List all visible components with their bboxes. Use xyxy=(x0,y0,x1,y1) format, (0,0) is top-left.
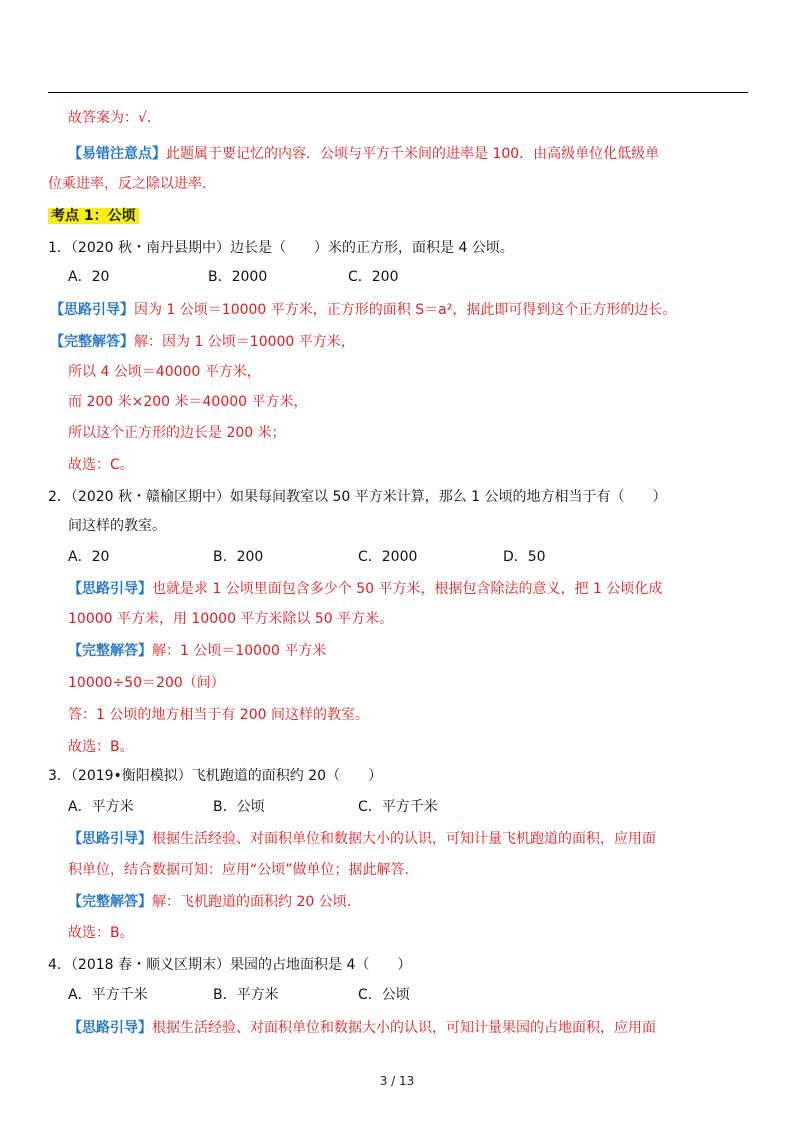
q1-solution-line-2: 而 200 米×200 米＝40000 平方米， xyxy=(68,394,308,410)
q1-solution xyxy=(50,332,355,352)
q2-choice: 故选：B。 xyxy=(68,739,134,755)
q2-hint-text-1: 也就是求 1 公顷里面包含多少个 50 平方米，根据包含除法的意义，把 1 公顷化成 xyxy=(152,581,663,597)
q1-stem-text: （2020 秋・南丹县期中）边长是（ ）米的正方形，面积是 4 公顷。 xyxy=(70,240,514,256)
q4-option-a: A．平方千米 xyxy=(68,987,148,1003)
section-title-highlight: 考点 1：公顷 xyxy=(48,208,139,224)
q2-option-c: C．2000 xyxy=(358,549,418,565)
q3-solution xyxy=(68,892,361,912)
q1-stem xyxy=(48,238,514,258)
q4-hint-1 xyxy=(68,1018,656,1038)
q2-solution-first: 解：1 公顷＝10000 平方米 xyxy=(152,643,327,659)
q1-solution-line-1: 所以 4 公顷＝40000 平方米， xyxy=(68,364,261,380)
header-rule xyxy=(48,92,748,93)
note-line-2: 位乘进率，反之除以进率． xyxy=(48,176,216,192)
q3-hint-2: 积单位，结合数据可知：应用“公顷”做单位；据此解答． xyxy=(68,862,419,878)
q2-hint-2: 10000 平方米，用 10000 平方米除以 50 平方米。 xyxy=(68,611,394,627)
q2-number: 2． xyxy=(48,489,71,505)
q3-option-a: A．平方米 xyxy=(68,799,134,815)
q2-stem-text-1: （2020 秋・赣榆区期中）如果每间教室以 50 平方米计算，那么 1 公顷的地方相当于有（ ） xyxy=(70,489,667,505)
q2-solution-line-1: 10000÷50＝200（间） xyxy=(68,675,225,691)
q1-solution-line-3: 所以这个正方形的边长是 200 米； xyxy=(68,425,286,441)
q1-hint-tag: 【思路引导】 xyxy=(50,302,134,318)
q3-hint-tag: 【思路引导】 xyxy=(68,831,152,847)
q3-solution-first: 解：飞机跑道的面积约 20 公顷． xyxy=(152,894,361,910)
answer-line: 故答案为：√． xyxy=(68,110,161,126)
q3-choice: 故选：B。 xyxy=(68,925,134,941)
q4-stem xyxy=(48,955,411,975)
q2-hint-tag: 【思路引导】 xyxy=(68,581,152,597)
q3-option-b: B．公顷 xyxy=(213,799,265,815)
q2-solution-line-2: 答：1 公顷的地方相当于有 200 间这样的教室。 xyxy=(68,707,369,723)
q1-option-c: C．200 xyxy=(348,269,399,285)
q4-hint-text-1: 根据生活经验、对面积单位和数据大小的认识，可知计量果园的占地面积，应用面 xyxy=(152,1020,656,1036)
q2-options xyxy=(68,547,546,567)
q4-number: 4． xyxy=(48,957,71,973)
q2-option-a: A．20 xyxy=(68,549,110,565)
q1-number: 1． xyxy=(48,240,71,256)
q3-number: 3． xyxy=(48,768,71,784)
q2-option-d: D．50 xyxy=(503,549,546,565)
q4-option-b: B．平方米 xyxy=(213,987,279,1003)
q4-hint-tag: 【思路引导】 xyxy=(68,1020,152,1036)
note-text-1: 此题属于要记忆的内容．公顷与平方千米间的进率是 100．由高级单位化低级单 xyxy=(166,146,660,162)
q3-hint-1 xyxy=(68,829,656,849)
q3-stem xyxy=(48,766,382,786)
q4-options xyxy=(68,985,410,1005)
q3-solution-tag: 【完整解答】 xyxy=(68,894,152,910)
section-title xyxy=(48,206,139,226)
q2-hint-1 xyxy=(68,579,662,599)
q1-hint-text: 因为 1 公顷＝10000 平方米，正方形的面积 S＝a²，据此即可得到这个正方形的边长。 xyxy=(134,302,677,318)
q2-stem-1 xyxy=(48,487,667,507)
q1-options xyxy=(68,267,399,287)
q1-hint xyxy=(50,300,676,320)
note-tag: 【易错注意点】 xyxy=(68,146,166,162)
q1-option-a: A．20 xyxy=(68,269,110,285)
q2-option-b: B．200 xyxy=(213,549,264,565)
q3-option-c: C．平方千米 xyxy=(358,799,438,815)
q1-choice: 故选：C。 xyxy=(68,457,134,473)
q1-option-b: B．2000 xyxy=(208,269,268,285)
q1-solution-first: 解：因为 1 公顷＝10000 平方米， xyxy=(134,334,355,350)
q2-solution xyxy=(68,641,326,661)
q4-option-c: C．公顷 xyxy=(358,987,410,1003)
q2-solution-tag: 【完整解答】 xyxy=(68,643,152,659)
q3-options xyxy=(68,797,438,817)
q2-stem-2: 间这样的教室。 xyxy=(68,518,166,534)
q1-solution-tag: 【完整解答】 xyxy=(50,334,134,350)
q4-stem-text: （2018 春・顺义区期末）果园的占地面积是 4（ ） xyxy=(70,957,412,973)
q3-stem-text: （2019•衡阳模拟）飞机跑道的面积约 20（ ） xyxy=(70,768,383,784)
q3-hint-text-1: 根据生活经验、对面积单位和数据大小的认识，可知计量飞机跑道的面积，应用面 xyxy=(152,831,656,847)
note-line-1 xyxy=(68,144,659,164)
page-number: 3 / 13 xyxy=(379,1074,415,1088)
